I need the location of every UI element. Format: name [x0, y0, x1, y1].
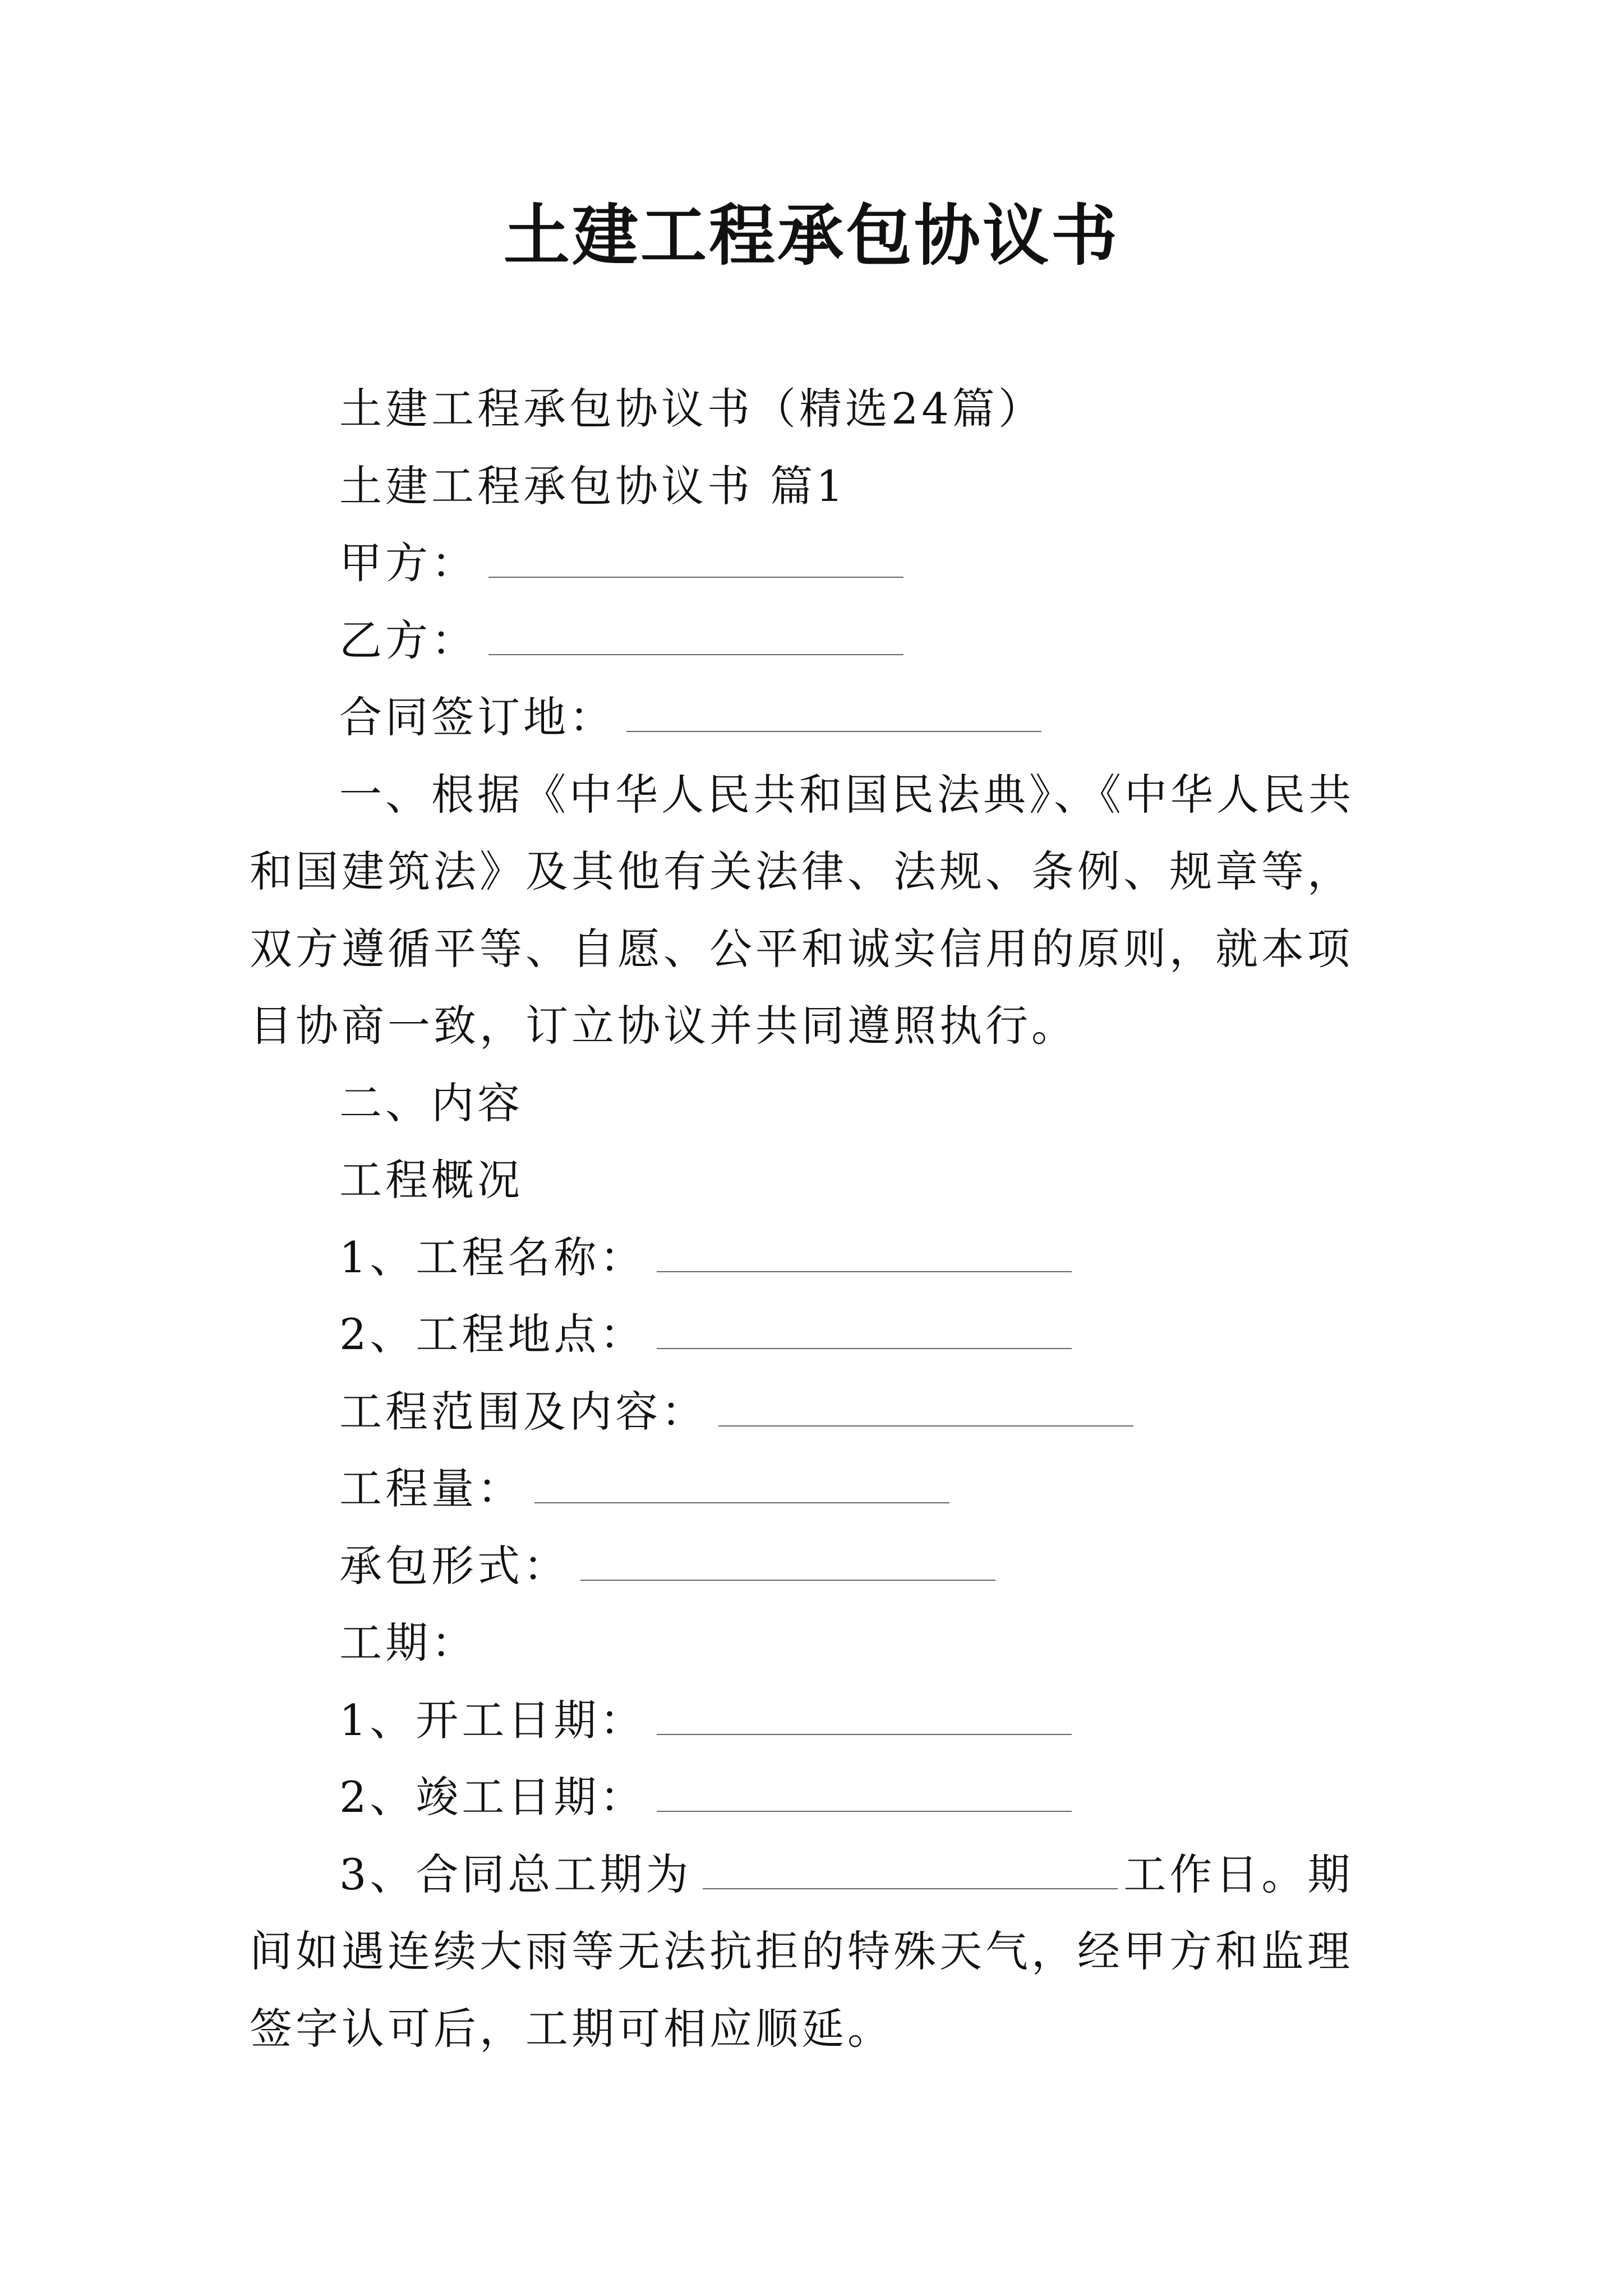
contract-form-blank [580, 1580, 995, 1581]
total-duration-suffix: 工作日。期间如遇连续大雨等无法抗拒的特殊天气，经甲方和监理签字认可后，工期可相应顺延。 [250, 1849, 1354, 2054]
scope-label: 工程范围及内容： [339, 1386, 707, 1437]
party-b-blank [488, 654, 903, 655]
start-date-label: 1、开工日期： [339, 1695, 646, 1745]
duration-heading: 工期： [339, 1618, 477, 1668]
scope-blank [718, 1425, 1133, 1427]
start-date-line [250, 1682, 1394, 1759]
project-location-blank [657, 1348, 1072, 1349]
sign-place-label: 合同签订地： [339, 692, 615, 742]
party-a-line [250, 524, 1394, 602]
contract-form-label: 承包形式： [339, 1540, 569, 1591]
sign-place-blank [626, 731, 1041, 732]
sign-place-line [250, 679, 1394, 756]
clause-2-heading: 二、内容 [339, 1078, 523, 1128]
party-a-blank [488, 577, 903, 578]
start-date-blank [657, 1734, 1072, 1735]
party-b-label: 乙方： [339, 615, 477, 665]
section-heading: 土建工程承包协议书 篇1 [339, 461, 847, 511]
project-location-line [250, 1296, 1394, 1373]
total-duration-prefix: 3、合同总工期为 [339, 1849, 692, 1899]
total-duration-paragraph [250, 1836, 1394, 2068]
contract-form-line [250, 1527, 1394, 1605]
page-title: 土建工程承包协议书 [503, 196, 1119, 274]
document-body [250, 370, 1394, 2067]
end-date-blank [657, 1811, 1072, 1812]
quantity-label: 工程量： [339, 1464, 523, 1513]
end-date-label: 2、竣工日期： [339, 1772, 646, 1822]
end-date-line [250, 1759, 1394, 1836]
party-a-label: 甲方： [339, 538, 477, 588]
party-b-line [250, 602, 1394, 679]
quantity-blank [534, 1502, 949, 1503]
quantity-line [250, 1450, 1394, 1527]
project-name-line [250, 1219, 1394, 1296]
total-duration-blank [703, 1888, 1118, 1889]
document-subtitle: 土建工程承包协议书（精选24篇） [339, 384, 1044, 434]
project-name-label: 1、工程名称： [339, 1232, 646, 1282]
overview-heading: 工程概况 [339, 1155, 523, 1205]
project-name-blank [657, 1271, 1072, 1272]
clause-1: 一、根据《中华人民共和国民法典》、《中华人民共和国建筑法》及其他有关法律、法规、条例、规章等，双方遵循平等、自愿、公平和诚实信用的原则，就本项目协商一致，订立协议并共同遵照执行。 [250, 769, 1354, 1051]
scope-line [250, 1373, 1394, 1451]
project-location-label: 2、工程地点： [339, 1309, 646, 1359]
